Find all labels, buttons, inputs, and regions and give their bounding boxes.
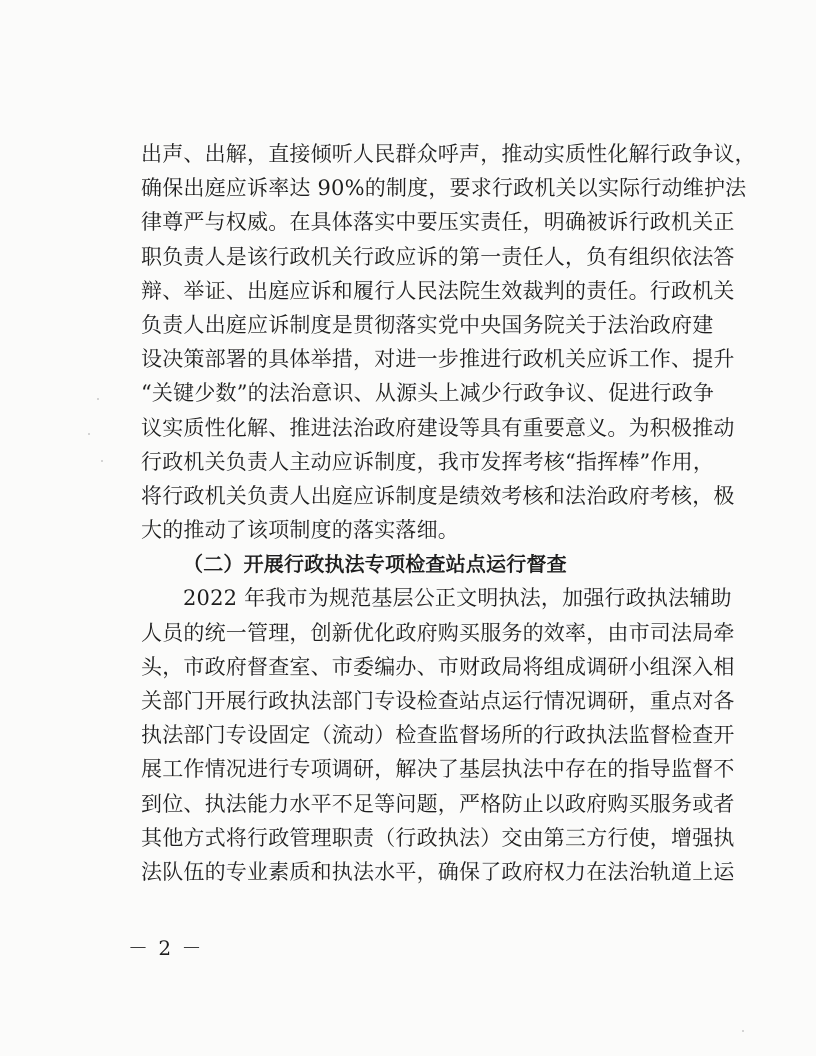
body-line: 确保出庭应诉率达 90%的制度，要求行政机关以实际行动维护法 [141, 176, 747, 201]
body-line: 律尊严与权威。在具体落实中要压实责任，明确被诉行政机关正 [141, 210, 735, 235]
document-body [141, 137, 756, 889]
section-line: 2022 年我市为规范基层公正文明执法，加强行政执法辅助 [183, 586, 732, 611]
body-line: 行政机关负责人主动应诉制度，我市发挥考核“指挥棒”作用， [141, 449, 715, 474]
body-line: 辩、举证、出庭应诉和履行人民法院生效裁判的责任。行政机关 [141, 278, 735, 303]
body-line: 出声、出解，直接倾听人民群众呼声，推动实质性化解行政争议， [141, 142, 756, 166]
section-line: 人员的统一管理，创新优化政府购买服务的效率，由市司法局牵 [141, 620, 735, 645]
body-line: 大的推动了该项制度的落实落细。 [141, 518, 459, 543]
section-line: 执法部门专设固定（流动）检查监督场所的行政执法监督检查开 [141, 723, 735, 748]
section-line: 法队伍的专业素质和执法水平，确保了政府权力在法治轨道上运 [141, 859, 735, 884]
scan-speck [88, 433, 90, 435]
body-line: 负责人出庭应诉制度是贯彻落实党中央国务院关于法治政府建 [141, 312, 714, 337]
body-line: 将行政机关负责人出庭应诉制度是绩效考核和法治政府考核，极 [141, 483, 735, 508]
section-line: 到位、执法能力水平不足等问题，严格防止以政府购买服务或者 [141, 791, 735, 816]
section-line: 其他方式将行政管理职责（行政执法）交由第三方行使，增强执 [141, 825, 735, 850]
body-line: 设决策部署的具体举措，对进一步推进行政机关应诉工作、提升 [141, 347, 735, 372]
body-line: 职负责人是该行政机关行政应诉的第一责任人，负有组织依法答 [141, 244, 735, 269]
section-line: 头，市政府督查室、市委编办、市财政局将组成调研小组深入相 [141, 654, 735, 679]
section-line: 展工作情况进行专项调研，解决了基层执法中存在的指导监督不 [141, 757, 735, 782]
body-line: “关键少数”的法治意识、从源头上减少行政争议、促进行政争 [141, 381, 715, 406]
section-line: 关部门开展行政执法部门专设检查站点运行情况调研，重点对各 [141, 689, 735, 713]
section-heading: （二）开展行政执法专项检查站点运行督查 [183, 552, 567, 577]
scan-speck [101, 460, 103, 462]
page-number: － 2 － [128, 936, 204, 960]
scan-speck [97, 398, 99, 400]
scan-speck [742, 1030, 744, 1032]
body-line: 议实质性化解、推进法治政府建设等具有重要意义。为积极推动 [141, 415, 735, 440]
